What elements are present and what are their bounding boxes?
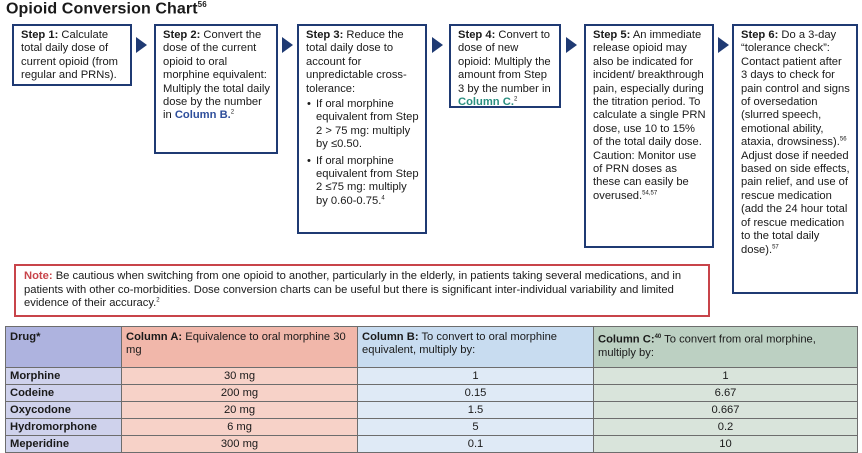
arrow-icon [136, 37, 147, 53]
footnote-ref: 2 [513, 96, 518, 103]
step-label: Step 2: [163, 29, 201, 41]
column-b-reference: Column B. [174, 109, 231, 122]
step-text: An immediate release opioid may also be indicated for incident/ breakthrough pain, especially during the titration period. To calculate a single PRN dose, use 10 to 15% of the total daily dose. Caution: Monitor use of PRN doses as these can easily be overused. [593, 29, 706, 202]
step-text: Convert the dose of the current opioid to oral morphine equivalent: Multiply the total daily dose by the number in [163, 29, 270, 122]
step-3-box [297, 24, 427, 234]
arrow-icon [282, 37, 293, 53]
column-b-cell: 1.5 [358, 402, 594, 419]
page-title: Opioid Conversion Chart$^{56}$ [6, 0, 207, 18]
list-item: • If oral morphine equivalent from Step 2 ≤75 mg: multiply by 0.60-0.75.$^4$ [316, 155, 419, 209]
table-header-row [6, 327, 858, 368]
step-label: Step 3: [306, 29, 344, 41]
table-row [6, 368, 858, 385]
step-text: Do a 3-day “tolerance check”: Contact patient after 3 days to check for pain control and signs of oversedation (slurred speech, emotional ability, ataxia, drowsiness). [741, 29, 850, 149]
table-row [6, 436, 858, 453]
drug-cell: Meperidine [6, 436, 122, 453]
drug-cell: Hydromorphone [6, 419, 122, 436]
arrow-icon [718, 37, 729, 53]
caution-note [14, 264, 710, 317]
column-a-cell: 200 mg [122, 385, 358, 402]
step-label: Step 5: [593, 29, 631, 41]
arrow-icon [432, 37, 443, 53]
header-column-b: Column B: To convert to oral morphine equivalent, multiply by: [358, 327, 594, 368]
column-a-cell: 6 mg [122, 419, 358, 436]
column-b-cell: 0.1 [358, 436, 594, 453]
step-2-box [154, 24, 278, 154]
step-5-box [584, 24, 714, 248]
column-b-cell: 5 [358, 419, 594, 436]
list-item: • If oral morphine equivalent from Step 2 > 75 mg: multiply by ≤0.50. [316, 98, 419, 152]
note-label: Note: [24, 270, 53, 282]
column-a-cell: 30 mg [122, 368, 358, 385]
table-row [6, 385, 858, 402]
conversion-table [5, 326, 858, 453]
column-c-cell: 6.67 [594, 385, 858, 402]
footnote-ref: 54,57 [642, 190, 658, 197]
drug-cell: Morphine [6, 368, 122, 385]
step-label: Step 1: [21, 29, 59, 41]
table-row [6, 402, 858, 419]
drug-cell: Codeine [6, 385, 122, 402]
step-text: Reduce the total daily dose to account for unpredictable cross-tolerance: [306, 29, 407, 95]
column-c-cell: 0.2 [594, 419, 858, 436]
step-text-continued: Adjust dose if needed based on side effects, pain relief, and use of rescue medication (add the 24 hour total of rescue medication to the total daily dose). [741, 149, 850, 256]
drug-cell: Oxycodone [6, 402, 122, 419]
footnote-ref: 56 [839, 136, 847, 143]
column-c-reference: Column C. [458, 96, 514, 109]
column-c-cell: 0.667 [594, 402, 858, 419]
column-a-cell: 20 mg [122, 402, 358, 419]
header-column-a: Column A: Equivalence to oral morphine 30 mg [122, 327, 358, 368]
step-text: Calculate total daily dose of current opioid (from regular and PRNs). [21, 29, 118, 82]
footnote-ref: 2 [156, 297, 160, 304]
footnote-ref: 2 [230, 109, 235, 116]
note-text: Be cautious when switching from one opioid to another, particularly in the elderly, in patients taking several medications, and in patients with other co-morbidities. Dose conversion charts can be useful but there is significant inter-individual variability and limited evidence of their accuracy. [24, 270, 682, 310]
header-column-c: Column C:$^{40}$ To convert from oral morphine, multiply by: [594, 327, 858, 368]
column-b-cell: 1 [358, 368, 594, 385]
column-c-cell: 10 [594, 436, 858, 453]
table-row [6, 419, 858, 436]
step-label: Step 6: [741, 29, 779, 41]
header-drug: Drug* [6, 327, 122, 368]
step-1-box [12, 24, 132, 86]
footnote-ref: 57 [772, 243, 779, 250]
step-label: Step 4: [458, 29, 496, 41]
step-text: Convert to dose of new opioid: Multiply the amount from Step 3 by the number in [458, 29, 551, 95]
column-a-cell: 300 mg [122, 436, 358, 453]
step-6-box [732, 24, 858, 294]
arrow-icon [566, 37, 577, 53]
column-c-cell: 1 [594, 368, 858, 385]
column-b-cell: 0.15 [358, 385, 594, 402]
step-4-box [449, 24, 561, 108]
step-3-bullets [306, 98, 419, 208]
